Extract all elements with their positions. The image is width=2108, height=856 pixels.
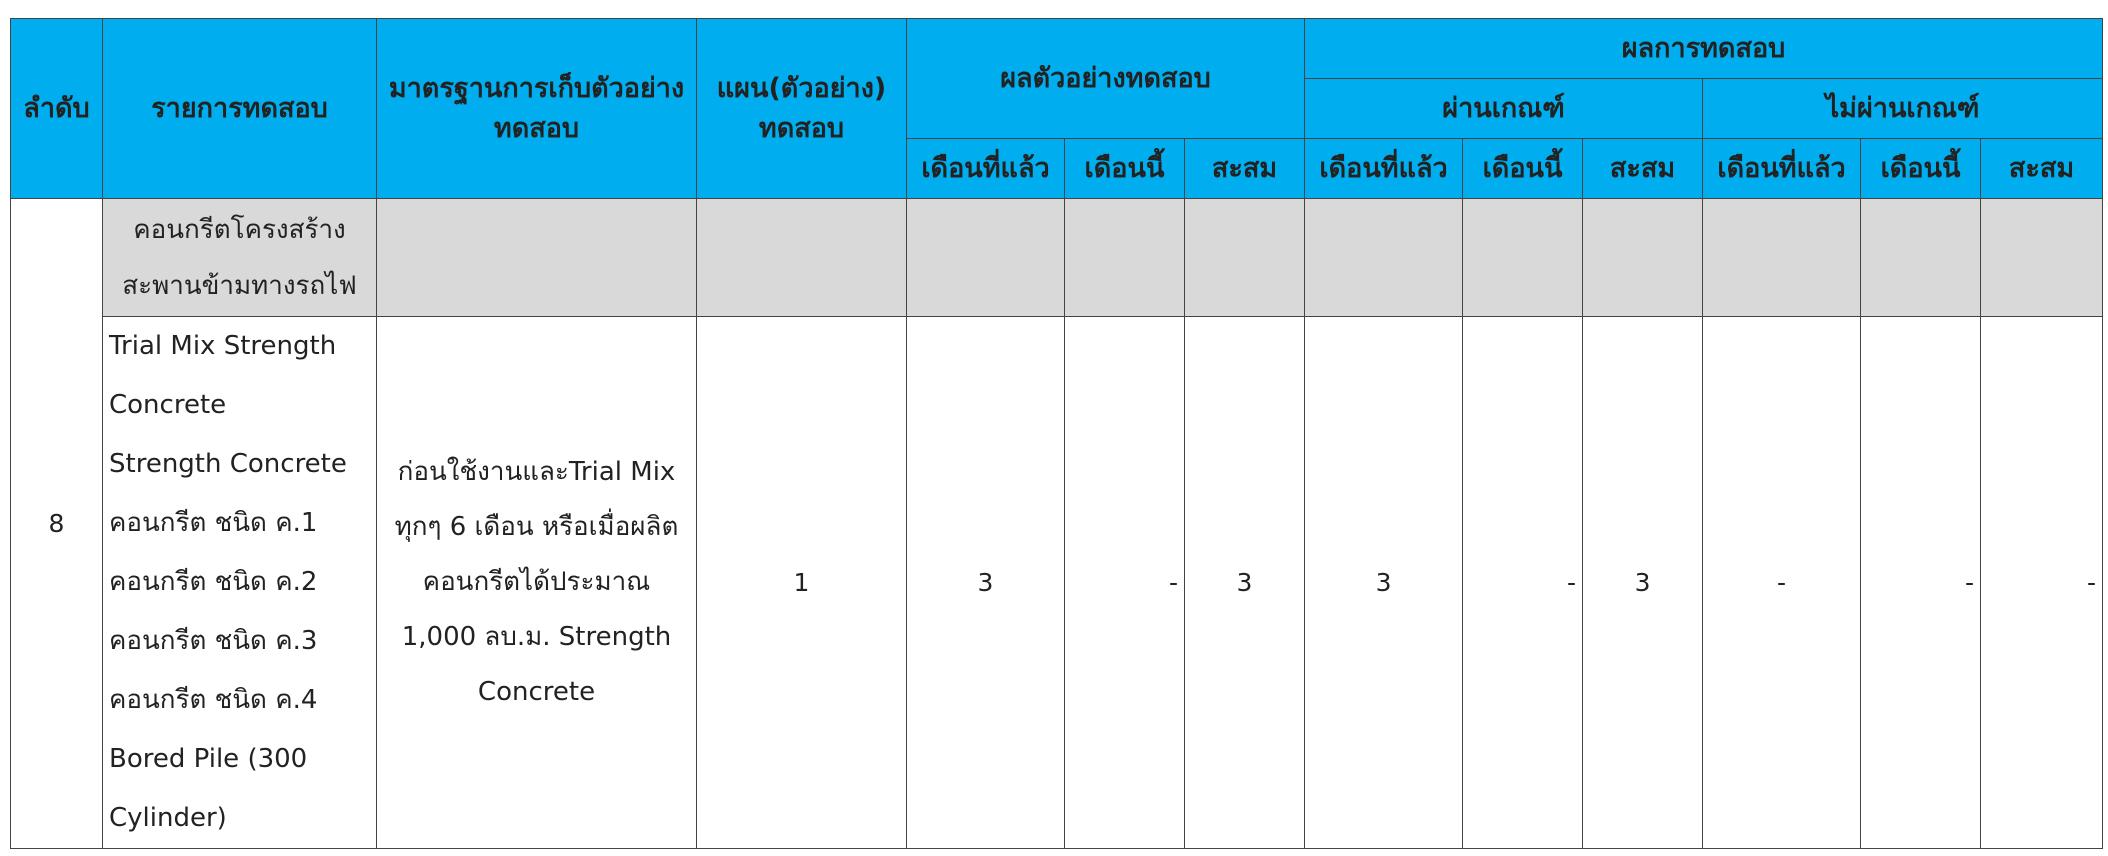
- test-item: Concrete: [109, 390, 227, 420]
- row-seq: 8: [11, 199, 103, 849]
- header-fail-cumulative: สะสม: [1981, 139, 2103, 199]
- fail-cumulative-value: -: [1981, 317, 2103, 849]
- sampling-standard-line: ทุกๆ 6 เดือน หรือเมื่อผลิต: [394, 512, 679, 542]
- header-pass-this-month: เดือนนี้: [1463, 139, 1583, 199]
- header-sampling-standard: [377, 19, 697, 199]
- test-item: คอนกรีต ชนิด ค.4: [109, 685, 318, 715]
- table-header: [11, 19, 2103, 199]
- group-cell: [377, 199, 697, 317]
- plan-value: 1: [697, 317, 907, 849]
- table-body: [11, 199, 2103, 849]
- header-test-item: รายการทดสอบ: [103, 19, 377, 199]
- fail-this-month-value: -: [1861, 317, 1981, 849]
- test-item: คอนกรีต ชนิด ค.2: [109, 567, 318, 597]
- group-title-line2: สะพานข้ามทางรถไฟ: [122, 270, 357, 301]
- group-cell: [1583, 199, 1703, 317]
- pass-last-month-value: 3: [1305, 317, 1463, 849]
- fail-last-month-value: -: [1703, 317, 1861, 849]
- header-plan-line1: แผน(ตัวอย่าง): [716, 72, 887, 104]
- test-item: Strength Concrete: [109, 449, 347, 479]
- group-cell: [1185, 199, 1305, 317]
- test-item: คอนกรีต ชนิด ค.3: [109, 626, 318, 656]
- header-pass: ผ่านเกณฑ์: [1305, 79, 1703, 139]
- group-cell: [1861, 199, 1981, 317]
- group-row: [11, 199, 2103, 317]
- header-test-results: ผลการทดสอบ: [1305, 19, 2103, 79]
- group-cell: [697, 199, 907, 317]
- header-fail-last-month: เดือนที่แล้ว: [1703, 139, 1861, 199]
- group-cell: [1703, 199, 1861, 317]
- samples-last-month-value: 3: [907, 317, 1065, 849]
- samples-this-month-value: -: [1065, 317, 1185, 849]
- test-results-table: [10, 18, 2103, 849]
- sampling-standard-line: 1,000 ลบ.ม. Strength: [401, 622, 672, 652]
- sampling-standard-line: คอนกรีตได้ประมาณ: [422, 567, 651, 597]
- header-sampling-standard-line2: ทดสอบ: [493, 112, 580, 144]
- sampling-standard-cell: [377, 317, 697, 849]
- pass-cumulative-value: 3: [1583, 317, 1703, 849]
- table-row: [11, 317, 2103, 849]
- header-pass-cumulative: สะสม: [1583, 139, 1703, 199]
- header-fail: ไม่ผ่านเกณฑ์: [1703, 79, 2103, 139]
- group-cell: [1463, 199, 1583, 317]
- header-sample-results: ผลตัวอย่างทดสอบ: [907, 19, 1305, 139]
- test-items-cell: [103, 317, 377, 849]
- sampling-standard-line: Concrete: [477, 677, 596, 707]
- header-plan-line2: ทดสอบ: [758, 112, 845, 144]
- header-samples-cumulative: สะสม: [1185, 139, 1305, 199]
- group-title-line1: คอนกรีตโครงสร้าง: [133, 214, 346, 245]
- test-item: Bored Pile (300: [109, 744, 308, 774]
- header-seq: ลำดับ: [11, 19, 103, 199]
- header-fail-this-month: เดือนนี้: [1861, 139, 1981, 199]
- test-item: คอนกรีต ชนิด ค.1: [109, 508, 318, 538]
- group-cell: [1305, 199, 1463, 317]
- samples-cumulative-value: 3: [1185, 317, 1305, 849]
- group-title: [103, 199, 377, 317]
- group-cell: [1981, 199, 2103, 317]
- sampling-standard-line: ก่อนใช้งานและTrial Mix: [397, 457, 676, 487]
- header-plan: [697, 19, 907, 199]
- pass-this-month-value: -: [1463, 317, 1583, 849]
- header-sampling-standard-line1: มาตรฐานการเก็บตัวอย่าง: [388, 72, 685, 104]
- header-pass-last-month: เดือนที่แล้ว: [1305, 139, 1463, 199]
- group-cell: [1065, 199, 1185, 317]
- group-cell: [907, 199, 1065, 317]
- header-samples-this-month: เดือนนี้: [1065, 139, 1185, 199]
- test-item: Trial Mix Strength: [109, 331, 337, 361]
- test-item: Cylinder): [109, 803, 227, 833]
- header-samples-last-month: เดือนที่แล้ว: [907, 139, 1065, 199]
